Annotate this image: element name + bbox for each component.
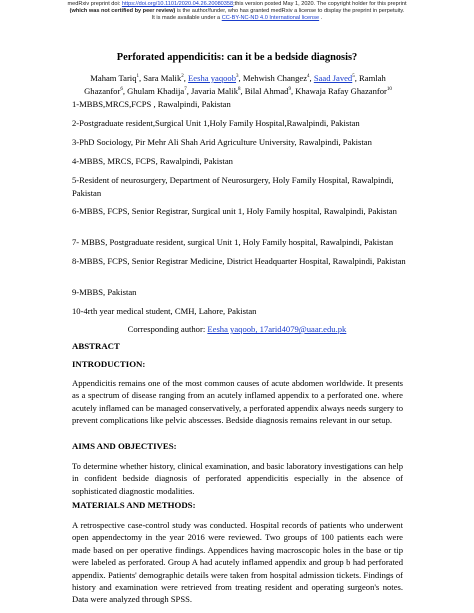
aims-paragraph: To determine whether history, clinical examination, and basic laboratory investigations can help in confident bedside diagnosis of perforated appendicitis especially in the absence of sophisticated diagnostic modalities. bbox=[72, 461, 403, 496]
banner-line-3 bbox=[0, 15, 474, 22]
banner-license-suffix: . bbox=[319, 14, 323, 21]
author-affiliation-number: 5 bbox=[352, 74, 355, 80]
affiliation-item: 3-PhD Sociology, Pir Mehr Ali Shah Arid Agriculture University, Rawalpindi, Pakistan bbox=[72, 137, 372, 147]
affiliation-item: 9-MBBS, Pakistan bbox=[72, 287, 137, 297]
author-name: Javaria Malik bbox=[190, 86, 238, 96]
author-name: Sara Malik bbox=[143, 73, 182, 83]
author-affiliation-number: 4 bbox=[307, 74, 310, 80]
paper-title: Perforated appendicitis: can it be a bedside diagnosis? bbox=[116, 52, 358, 63]
author-name: Khawaja Rafay Ghazanfor bbox=[295, 86, 387, 96]
corresponding-author bbox=[0, 324, 474, 334]
preprint-banner bbox=[0, 1, 474, 21]
banner-version-text: ;this version posted May 1, 2020. The copyright holder for this preprint bbox=[233, 1, 407, 7]
doi-link[interactable]: https://doi.org/10.1101/2020.04.26.20080358 bbox=[121, 1, 234, 7]
banner-license-text: is the author/funder, who has granted medRxiv a license to display the preprint in perpetuity. bbox=[175, 7, 405, 14]
banner-peer-review-note: (which was not certified by peer review) bbox=[69, 7, 176, 14]
corresponding-author-label: Corresponding author: bbox=[127, 324, 208, 334]
author-affiliation-number: 8 bbox=[238, 87, 241, 93]
banner-license-prefix: It is made available under a bbox=[151, 14, 222, 21]
methods-paragraph: A retrospective case-control study was conducted. Hospital records of patients who underwent open appendectomy in the year 2016 were reviewed. Two groups of 100 patients each were made based on per operative findings. Appendices having macroscopic holes in the base or tip were labeled as perforated. Group A had acutely inflamed appendix and group b had perforated appendix. Patients' demographic details were taken from hospital admission tickets. Findings of history and examination were retrieved from treating resident and operating surgeon's notes. Data were analyzed through SPSS. bbox=[72, 520, 403, 605]
author-name: Maham Tariq bbox=[90, 73, 137, 83]
author-affiliation-number: 3 bbox=[236, 74, 239, 80]
author-affiliation-number: 7 bbox=[184, 87, 187, 93]
author-name: Mehwish Changez bbox=[242, 73, 308, 83]
affiliation-item: 1-MBBS,MRCS,FCPS , Rawalpindi, Pakistan bbox=[72, 99, 231, 109]
author-affiliation-number: 9 bbox=[288, 87, 291, 93]
introduction-heading: INTRODUCTION: bbox=[72, 359, 146, 369]
abstract-heading: ABSTRACT bbox=[72, 341, 120, 351]
aims-heading: AIMS AND OBJECTIVES: bbox=[72, 441, 177, 451]
affiliation-item: 8-MBBS, FCPS, Senior Registrar Medicine, District Headquarter Hospital, Rawalpindi, Pakistan bbox=[72, 256, 406, 266]
banner-line-2 bbox=[0, 8, 474, 15]
methods-heading: MATERIALS AND METHODS: bbox=[72, 500, 196, 510]
author-affiliation-number: 10 bbox=[386, 87, 392, 93]
affiliation-item: 10-4rth year medical student, CMH, Lahore, Pakistan bbox=[72, 306, 257, 316]
affiliation-item: 7- MBBS, Postgraduate resident, surgical Unit 1, Holy Family hospital, Rawalpindi, Pakistan bbox=[72, 237, 394, 247]
banner-line-1 bbox=[0, 1, 474, 8]
author-name: Bilal Ahmad bbox=[244, 86, 289, 96]
introduction-paragraph: Appendicitis remains one of the most common causes of acute abdomen worldwide. It presents as a spectrum of disease ranging from an acutely inflamed appendix to a perforated one. where acutely inflamed can be managed conservatively, a perforated appendix always needs surgery to prevent complications like pelvic abscesses. Bedside diagnosis remains relevant in our setup. bbox=[72, 378, 403, 426]
affiliation-item: 6-MBBS, FCPS, Senior Registrar, Surgical unit 1, Holy Family hospital, Rawalpindi, Pakistan bbox=[72, 206, 397, 216]
banner-doi-label: medRxiv preprint doi: bbox=[67, 1, 122, 7]
author-affiliation-number: 1 bbox=[136, 74, 139, 80]
author-affiliation-number: 2 bbox=[181, 74, 184, 80]
author-list: Maham Tariq$^1$, Sara Malik$^2$, Eesha yaqoob$^3$, Mehwish Changez$^4$, Saad Javed$^5$, Ramlah Ghazanfor$^6$, Ghulam Khadija$^7$, Javaria Malik$^8$, Bilal Ahmad$^9$, Khawaja Rafay Ghazanfor$^{10}$ bbox=[84, 73, 392, 96]
author-link[interactable]: Eesha yaqoob bbox=[188, 73, 237, 83]
license-link[interactable]: CC-BY-NC-ND 4.0 International license bbox=[221, 14, 320, 21]
author-link[interactable]: Saad Javed bbox=[313, 73, 353, 83]
author-affiliation-number: 6 bbox=[120, 87, 123, 93]
author-name: Ramlah Ghazanfor bbox=[84, 73, 386, 96]
affiliation-item: 5-Resident of neurosurgery, Department of Neurosurgery, Holy Family Hospital, Rawalpindi, Pakistan bbox=[72, 175, 394, 198]
affiliation-item: 4-MBBS, MRCS, FCPS, Rawalpindi, Pakistan bbox=[72, 156, 233, 166]
author-name: Ghulam Khadija bbox=[127, 86, 185, 96]
corresponding-author-email-link[interactable]: Eesha yaqoob, 17arid4079@uaar.edu.pk bbox=[207, 324, 347, 334]
affiliation-item: 2-Postgraduate resident,Surgical Unit 1,Holy Family Hospital,Rawalpindi, Pakistan bbox=[72, 118, 360, 128]
